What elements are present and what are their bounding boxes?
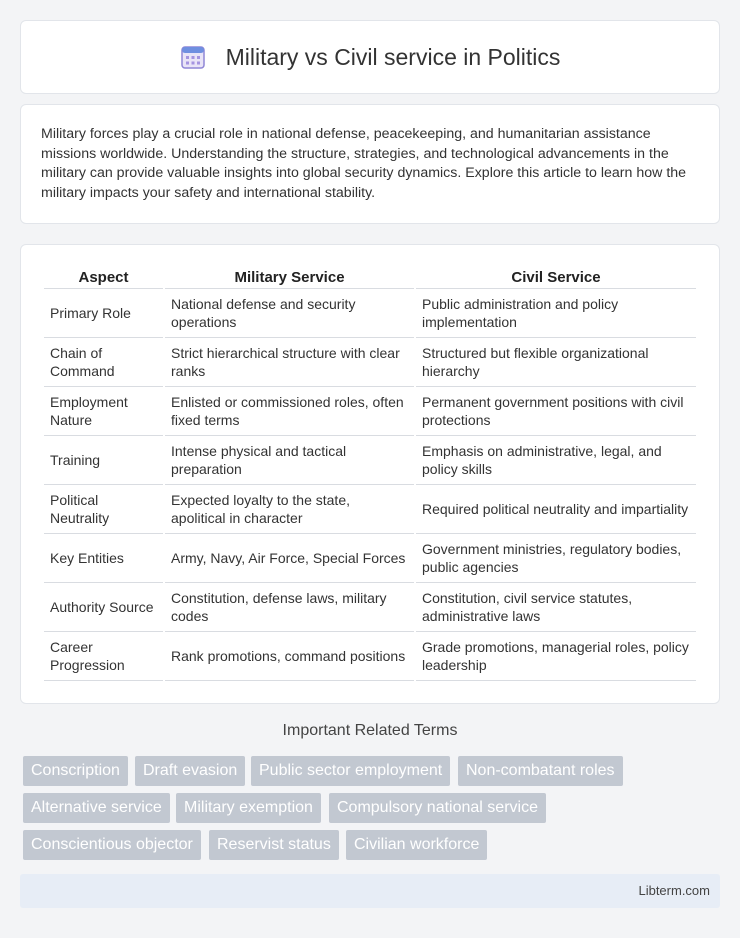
intro-text: Military forces play a crucial role in national defense, peacekeeping, and humanitarian assistance missions worldwide. Understanding the structure, strategies, and technological advancements in the military can provide valuable insights into global security dynamics. Explore this article to learn how the military impacts your safety and international stability. [41, 126, 687, 201]
civil-cell: Emphasis on administrative, legal, and policy skills [416, 436, 696, 485]
aspect-cell: Primary Role [44, 289, 163, 338]
table-row [44, 632, 696, 681]
term-tag[interactable]: Reservist status [209, 830, 339, 860]
comparison-table-card [20, 244, 720, 704]
term-tag[interactable]: Draft evasion [135, 756, 245, 786]
aspect-cell: Key Entities [44, 534, 163, 583]
term-tag[interactable]: Conscription [23, 756, 128, 786]
header-aspect: Aspect [44, 265, 163, 289]
military-cell: National defense and security operations [165, 289, 414, 338]
civil-cell: Permanent government positions with civil protections [416, 387, 696, 436]
header-military-service: Military Service [165, 265, 414, 289]
term-tag[interactable]: Compulsory national service [329, 793, 546, 823]
comparison-table [42, 265, 698, 681]
table-row [44, 485, 696, 534]
term-tag[interactable]: Alternative service [23, 793, 170, 823]
aspect-cell: Chain of Command [44, 338, 163, 387]
table-row [44, 436, 696, 485]
civil-cell: Grade promotions, managerial roles, policy leadership [416, 632, 696, 681]
term-tag[interactable]: Civilian workforce [346, 830, 487, 860]
table-row [44, 387, 696, 436]
term-tag[interactable]: Public sector employment [251, 756, 450, 786]
military-cell: Enlisted or commissioned roles, often fixed terms [165, 387, 414, 436]
military-cell: Strict hierarchical structure with clear ranks [165, 338, 414, 387]
footer-brand-link[interactable]: Libterm.com [638, 883, 710, 898]
page-title: Military vs Civil service in Politics [225, 43, 561, 70]
term-tag[interactable]: Military exemption [176, 793, 321, 823]
aspect-cell: Political Neutrality [44, 485, 163, 534]
military-cell: Constitution, defense laws, military codes [165, 583, 414, 632]
term-tag[interactable]: Conscientious objector [23, 830, 201, 860]
term-tag[interactable]: Non-combatant roles [458, 756, 623, 786]
table-row [44, 338, 696, 387]
table-row [44, 583, 696, 632]
military-cell: Expected loyalty to the state, apolitical in character [165, 485, 414, 534]
aspect-cell: Training [44, 436, 163, 485]
civil-cell: Required political neutrality and impartiality [416, 485, 696, 534]
table-row [44, 289, 696, 338]
page-header [20, 20, 720, 94]
military-cell: Intense physical and tactical preparation [165, 436, 414, 485]
aspect-cell: Employment Nature [44, 387, 163, 436]
calendar-icon [180, 44, 206, 70]
table-header-row [44, 265, 696, 289]
header-civil-service: Civil Service [416, 265, 696, 289]
military-cell: Rank promotions, command positions [165, 632, 414, 681]
intro-section [20, 104, 720, 224]
footer [20, 874, 720, 908]
civil-cell: Constitution, civil service statutes, administrative laws [416, 583, 696, 632]
aspect-cell: Career Progression [44, 632, 163, 681]
military-cell: Army, Navy, Air Force, Special Forces [165, 534, 414, 583]
table-row [44, 534, 696, 583]
related-terms-title: Important Related Terms [282, 722, 458, 739]
civil-cell: Government ministries, regulatory bodies, public agencies [416, 534, 696, 583]
civil-cell: Public administration and policy implementation [416, 289, 696, 338]
aspect-cell: Authority Source [44, 583, 163, 632]
civil-cell: Structured but flexible organizational hierarchy [416, 338, 696, 387]
